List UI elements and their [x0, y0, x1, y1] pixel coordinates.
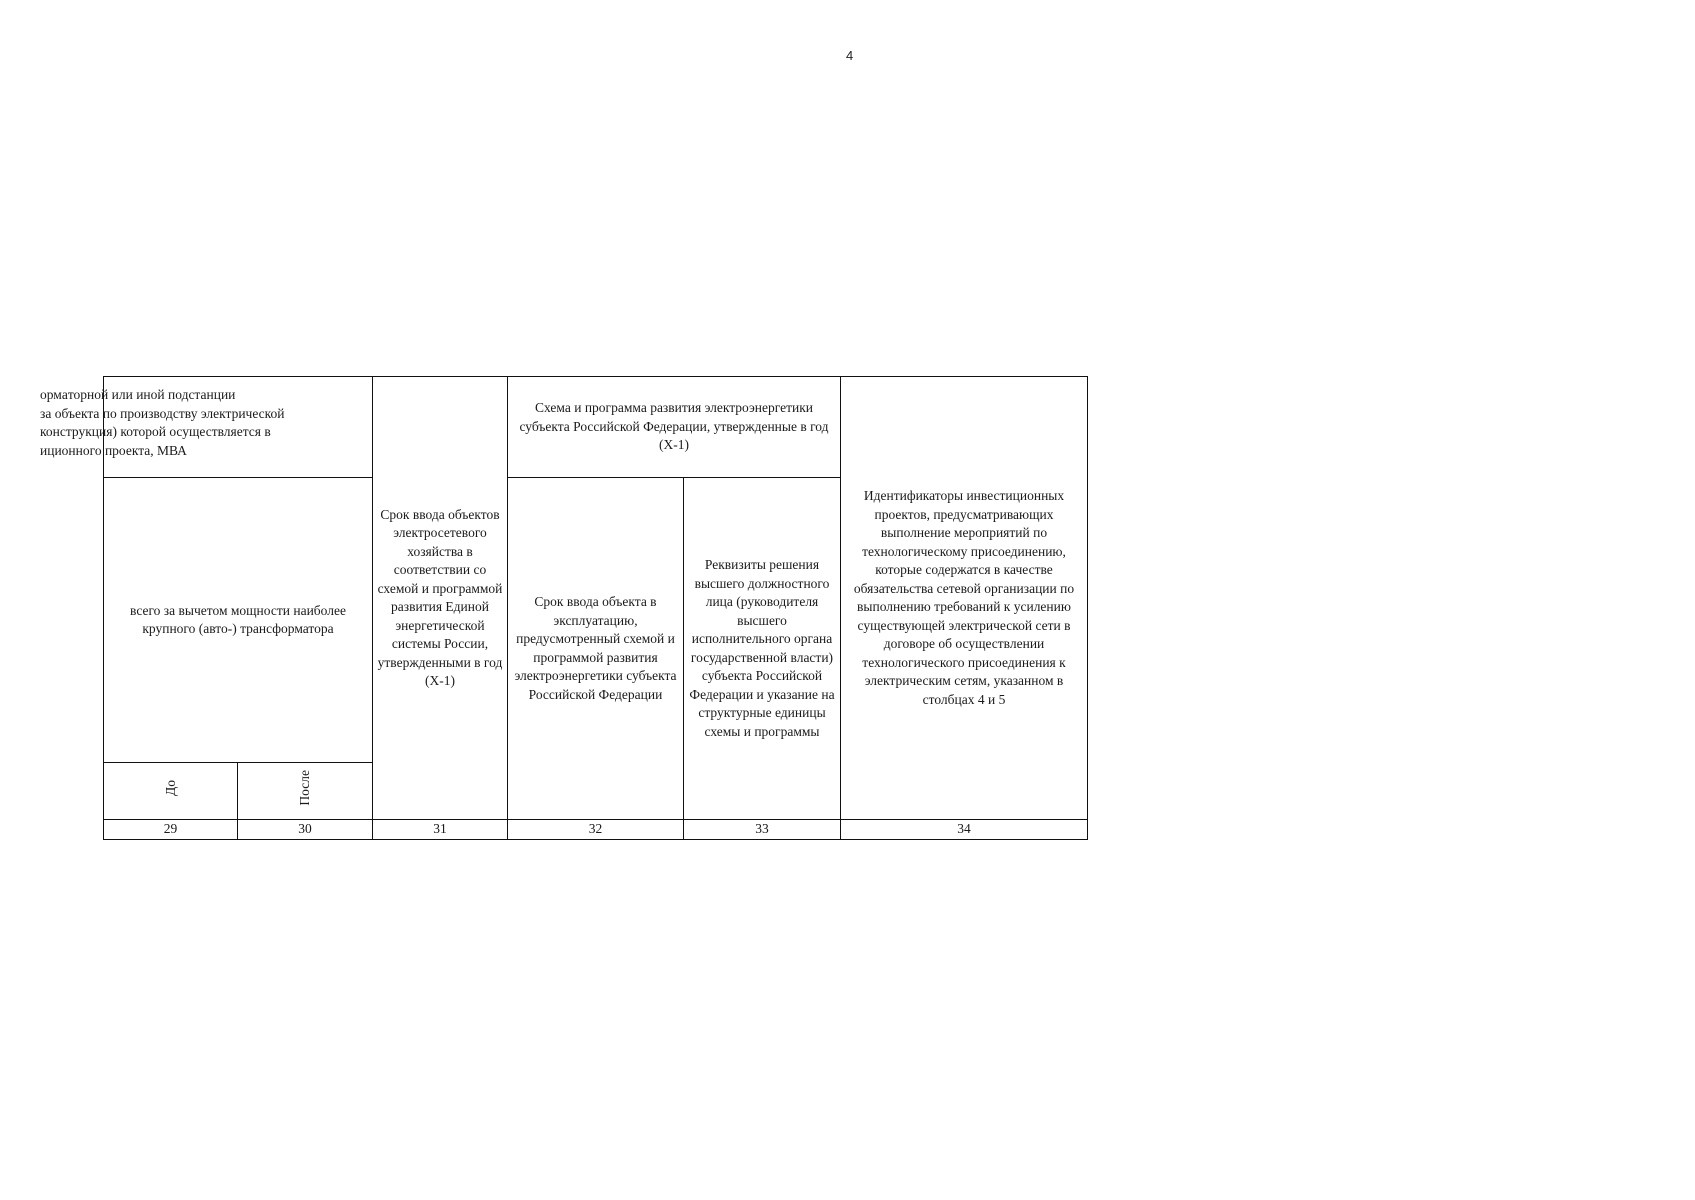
header-col-29 — [104, 763, 238, 820]
header-group-32-33: Схема и программа развития электроэнергетики субъекта Российской Федерации, утвержденные в год (X-1) — [508, 377, 841, 478]
header-clipped-line: конструкция) которой осуществляется в — [40, 424, 271, 439]
header-col-32: Срок ввода объекта в эксплуатацию, предусмотренный схемой и программой развития электроэнергетики субъекта Российской Федерации — [508, 478, 684, 820]
page-number: 4 — [846, 48, 854, 63]
header-transformer-capacity-clipped — [40, 377, 373, 478]
column-number-30: 30 — [238, 820, 373, 840]
label-do: До — [162, 780, 178, 797]
header-col-31: Срок ввода объектов электросетевого хозяйства в соответствии со схемой и программой развития Единой энергетической системы России, утвержденными в год (X-1) — [373, 377, 508, 820]
column-number-32: 32 — [508, 820, 684, 840]
header-clipped-line: иционного проекта, МВА — [40, 442, 187, 458]
column-number-33: 33 — [684, 820, 841, 840]
header-col-33: Реквизиты решения высшего должностного лица (руководителя высшего исполнительного органа государственной власти) субъекта Российской Федерации и указание на структурные единицы схемы и программы — [684, 478, 841, 820]
header-col-29-30-group: всего за вычетом мощности наиболее крупного (авто-) трансформатора — [104, 478, 373, 763]
column-number-34: 34 — [841, 820, 1088, 840]
label-posle: После — [297, 770, 312, 807]
column-number-29: 29 — [104, 820, 238, 840]
table-container — [40, 376, 1082, 838]
header-col-30 — [238, 763, 373, 820]
header-clipped-line: ормaторной или иной подстанции — [40, 387, 236, 402]
header-clipped-line: за объекта по производству электрической — [40, 405, 285, 421]
column-number-31: 31 — [373, 820, 508, 840]
data-table — [40, 376, 1088, 840]
header-col-34: Идентификаторы инвестиционных проектов, предусматривающих выполнение мероприятий по технологическому присоединению, которые содержатся в качестве обязательства сетевой организации по выполнению требований к усилению существующей электрической сети в договоре об осуществлении технологического присоединения к электрическим сетям, указанном в столбцах 4 и 5 — [841, 377, 1088, 820]
